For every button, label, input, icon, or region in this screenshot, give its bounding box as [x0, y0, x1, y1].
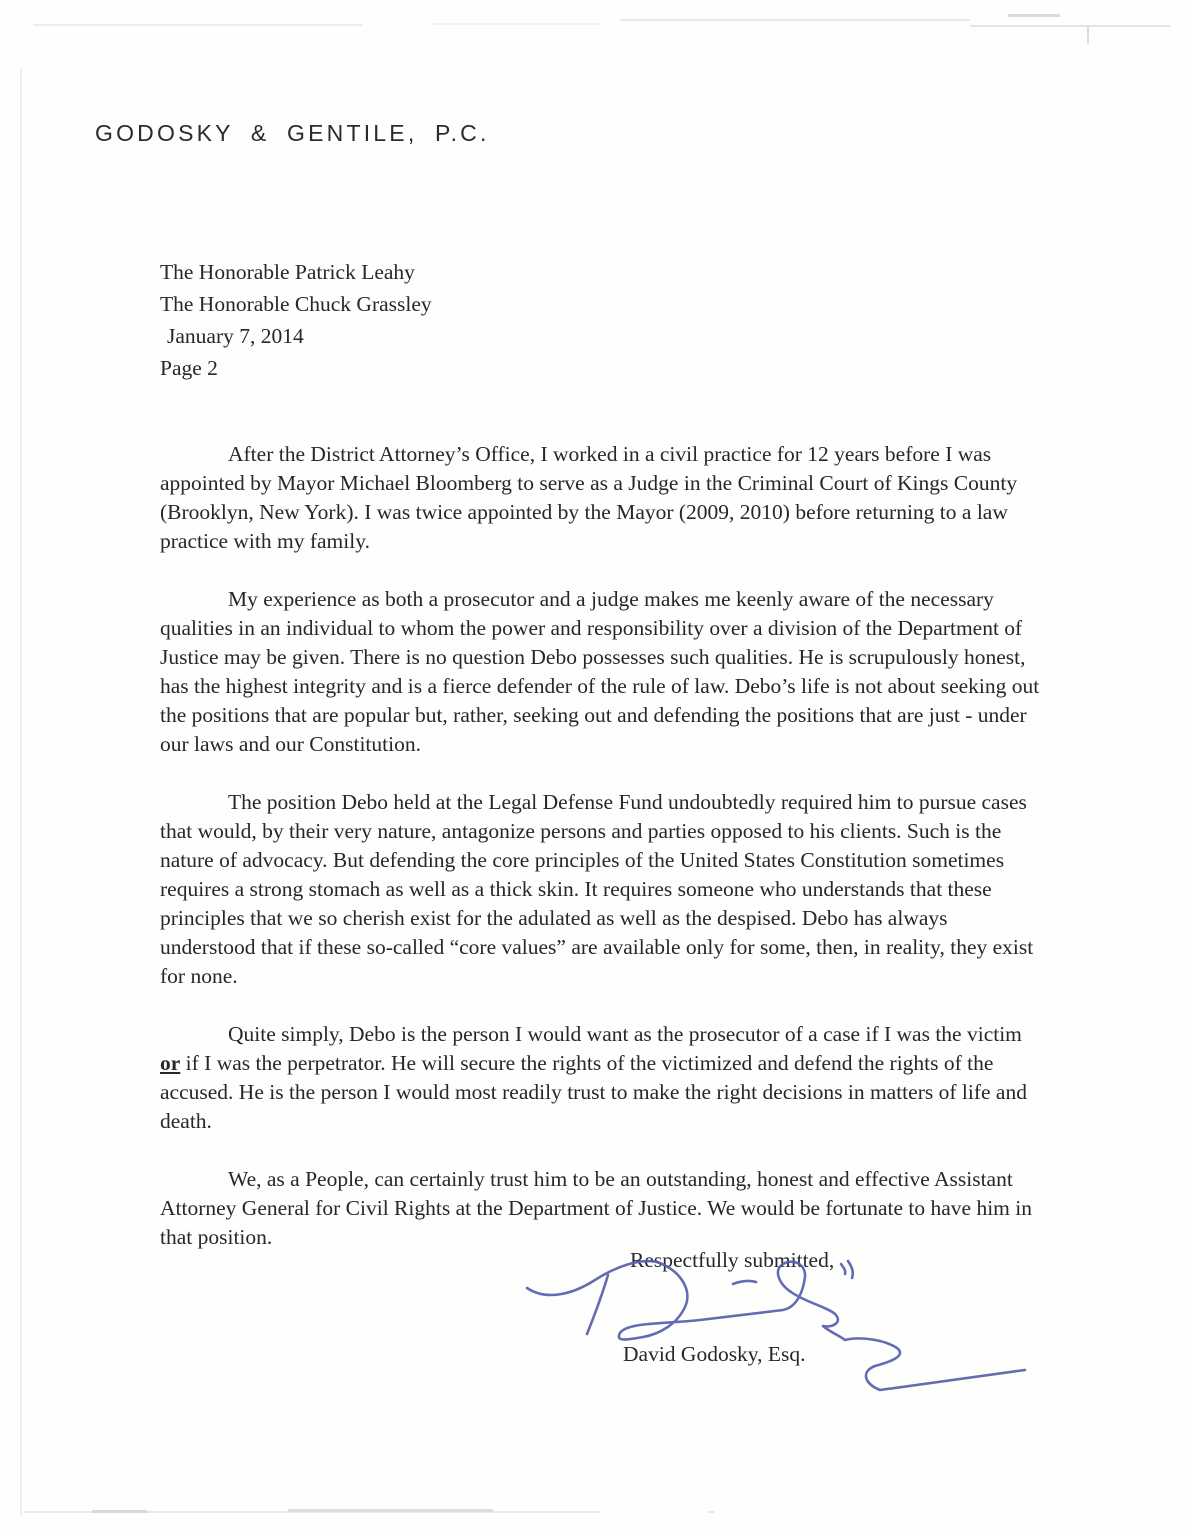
- emphasis-or: or: [160, 1051, 181, 1075]
- scan-artifact-top-line: [970, 25, 1170, 27]
- signature-stroke: [733, 1281, 756, 1284]
- body-paragraph: [160, 1020, 1046, 1136]
- scan-artifact-top-line: [620, 19, 970, 21]
- letter-header-block: [160, 256, 432, 384]
- scan-artifact-top-tick: [1087, 27, 1089, 44]
- scan-artifact-left-edge: [20, 68, 22, 1516]
- signature-stroke: [527, 1261, 657, 1295]
- firm-letterhead: GODOSKY & GENTILE, P.C.: [95, 120, 490, 146]
- scan-artifact-bottom-dash: [92, 1510, 147, 1513]
- body-paragraph: My experience as both a prosecutor and a judge makes me keenly aware of the necessary qualities in an individual to whom the power and responsibility over a division of the Department of Justice may be given. There is no question Debo possesses such qualities. He is scrupulously honest, has the highest integrity and is a fierce defender of the rule of law. Debo’s life is not about seeking out the positions that are popular but, rather, seeking out and defending the positions that are just - under our laws and our Constitution.: [160, 587, 1040, 756]
- recipient-line: The Honorable Chuck Grassley: [160, 292, 432, 316]
- signature-stroke: [841, 1264, 845, 1274]
- scan-artifact-top-line: [33, 24, 363, 26]
- paragraph-text: Quite simply, Debo is the person I would want as the prosecutor of a case if I was the victim: [228, 1022, 1022, 1046]
- scan-artifact-bottom-dash: [288, 1509, 493, 1512]
- signature-stroke: [848, 1261, 853, 1278]
- closing-line: Respectfully submitted,: [630, 1248, 835, 1272]
- scan-artifact-top-dash: [1008, 14, 1060, 17]
- body-paragraph: We, as a People, can certainly trust him to be an outstanding, honest and effective Assistant Attorney General for Civil Rights at the Department of Justice. We would be fortunate to have him in that position.: [160, 1167, 1032, 1249]
- paragraph-text: if I was the perpetrator. He will secure the rights of the victimized and defend the rights of the accused. He is the person I would most readily trust to make the right decisions in matters of life and death.: [160, 1051, 1027, 1133]
- body-paragraph: The position Debo held at the Legal Defense Fund undoubtedly required him to pursue cases that would, by their very nature, antagonize persons and parties opposed to his clients. Such is the nature of advocacy. But defending the core principles of the United States Constitution sometimes requires a strong stomach as well as a thick skin. It requires someone who understands that these principles that we so cherish exist for the adulated as well as the despised. Debo has always understood that if these so-called “core values” are available only for some, then, in reality, they exist for none.: [160, 790, 1034, 988]
- date-line: January 7, 2014: [167, 324, 304, 348]
- signature-ink: [527, 1261, 1025, 1390]
- signature-stroke: [619, 1262, 1025, 1390]
- recipient-line: The Honorable Patrick Leahy: [160, 260, 415, 284]
- scan-artifact-top-line: [430, 23, 600, 25]
- body-paragraph: After the District Attorney’s Office, I worked in a civil practice for 12 years before I was appointed by Mayor Michael Bloomberg to serve as a Judge in the Criminal Court of Kings County (Brooklyn, New York). I was twice appointed by the Mayor (2009, 2010) before returning to a law practice with my family.: [160, 442, 1018, 553]
- page-number-line: Page 2: [160, 356, 218, 380]
- scan-artifact-bottom-dot: [708, 1511, 714, 1513]
- handwritten-signature: [515, 1252, 1035, 1402]
- scan-artifact-bottom-line: [25, 1511, 600, 1513]
- letter-body: [160, 440, 1046, 1281]
- signer-name-line: David Godosky, Esq.: [623, 1342, 806, 1366]
